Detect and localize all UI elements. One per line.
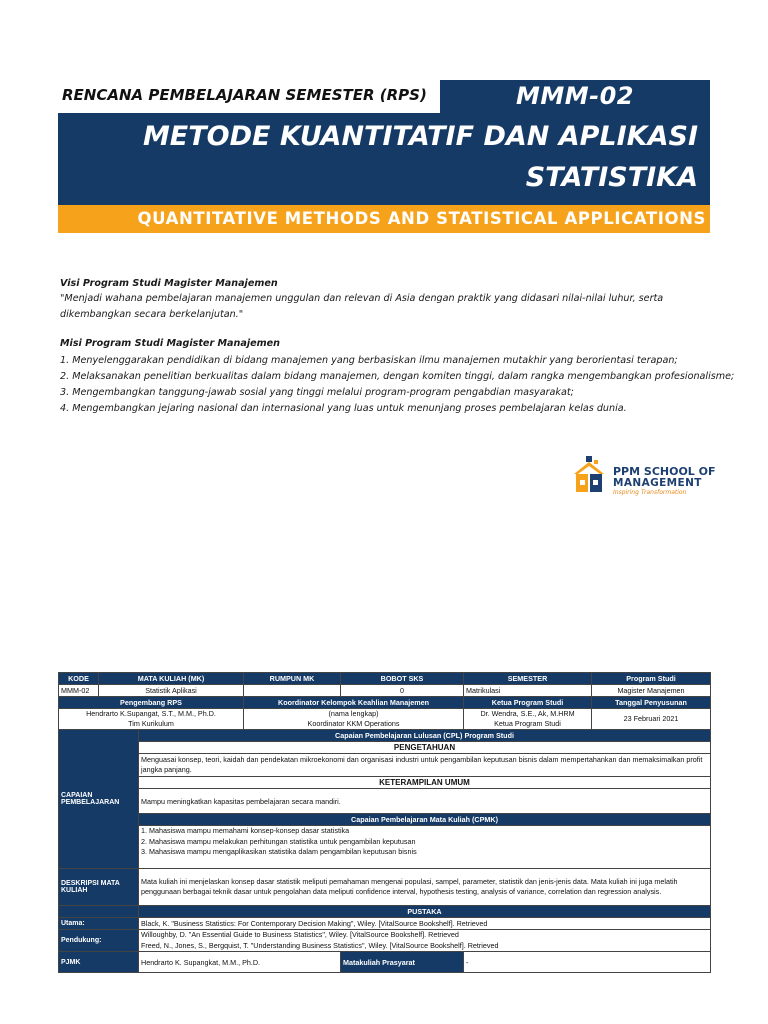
logo-tagline: Inspiring Transformation	[613, 489, 687, 496]
pendukung-text: Willoughby, D. "An Essential Guide to Business Statistics", Wiley. [VitalSource Bookshelf]. Retrieved Freed, N., Jones, S., Bergquist, T. "Understanding Business Statistics", Wiley. [VitalSource Bookshelf]. Retrieved	[139, 930, 711, 952]
cell-program-studi: Magister Manajemen	[592, 685, 711, 697]
utama-text: Black, K. "Business Statistics: For Contemporary Decision Making", Wiley. [VitalSource Bookshelf]. Retrieved	[139, 918, 711, 930]
rps-title: RENCANA PEMBELAJARAN SEMESTER (RPS)	[62, 86, 427, 104]
cell-semester: Matrikulasi	[464, 685, 592, 697]
pengetahuan-text: Menguasai konsep, teori, kaidah dan pendekatan mikroekonomi dan organisasi industri untuk pengambilan keputusan bisnis dalam mempertahankan dan memaksimalkan profit jangka panjang.	[139, 754, 711, 777]
cpmk-header: Capaian Pembelajaran Mata Kuliah (CPMK)	[139, 814, 711, 826]
cell-koordinator	[244, 709, 464, 730]
mission-item: 2. Melaksanakan penelitian berkualitas dalam bidang manajemen, dengan komiten tinggi, dalam rangka mengembangkan profesionalisme;	[60, 371, 735, 382]
pustaka-side-blank	[59, 906, 139, 918]
header-pengembang: Pengembang RPS	[59, 697, 244, 709]
course-title-line1: METODE KUANTITATIF DAN APLIKASI	[142, 121, 698, 152]
prasyarat-label: Matakuliah Prasyarat	[341, 952, 464, 973]
cell-tanggal: 23 Februari 2021	[592, 709, 711, 730]
header-bobot: BOBOT SKS	[341, 673, 464, 685]
vision-heading: Visi Program Studi Magister Manajemen	[60, 278, 278, 289]
cell-kode: MMM-02	[59, 685, 99, 697]
header-mata-kuliah: MATA KULIAH (MK)	[99, 673, 244, 685]
pustaka-header: PUSTAKA	[139, 906, 711, 918]
deskripsi-text: Mata kuliah ini menjelaskan konsep dasar statistik meliputi pemahaman mengenai populasi, sampel, parameter, statistik dan jenis-jenis data. Mata kuliah ini juga melatih penggunaan berbagai teknik dasar untuk pengolahan data meliputi confidence interval, hypothesis testing, analysis of variance, correlation dan regression analysis.	[139, 869, 711, 906]
pjmk-label: PJMK	[59, 952, 139, 973]
mission-item: 3. Mengembangkan tanggung-jawab sosial yang tinggi melalui program-program pengabdian masyarakat;	[60, 387, 574, 398]
course-code: MMM-02	[515, 82, 634, 110]
header-tanggal: Tanggal Penyusunan	[592, 697, 711, 709]
cell-bobot: 0	[341, 685, 464, 697]
logo-text-line2: MANAGEMENT	[613, 477, 702, 489]
ketua-name: Dr. Wendra, S.E., Ak, M.HRM	[480, 709, 575, 718]
koordinator-role: Koordinator KKM Operations	[307, 719, 400, 728]
vision-text-line2: dikembangkan secara berkelanjutan."	[60, 309, 244, 320]
pengembang-name: Hendrarto K.Supangat, S.T., M.M., Ph.D.	[86, 709, 216, 718]
deskripsi-label: DESKRIPSI MATA KULIAH	[59, 869, 139, 906]
vision-text-line1: "Menjadi wahana pembelajaran manajemen unggulan dan relevan di Asia dengan praktik yang didasari nilai-nilai luhur, serta	[60, 293, 664, 304]
cell-pengembang	[59, 709, 244, 730]
cell-rumpun	[244, 685, 341, 697]
utama-label: Utama:	[59, 918, 139, 930]
header-rumpun: RUMPUN MK	[244, 673, 341, 685]
rps-table	[58, 672, 711, 973]
pendukung-label: Pendukung:	[59, 930, 139, 952]
logo-text-line1: PPM SCHOOL OF	[613, 465, 716, 478]
prasyarat-value: -	[464, 952, 711, 973]
koordinator-name: (nama lengkap)	[328, 709, 379, 718]
mission-item: 4. Mengembangkan jejaring nasional dan internasional yang luas untuk menunjang proses pembelajaran kelas dunia.	[60, 403, 627, 414]
mission-item: 1. Menyelenggarakan pendidikan di bidang manajemen yang berbasiskan ilmu manajemen mutakhir yang berorientasi terapan;	[60, 355, 678, 366]
pengetahuan-label: PENGETAHUAN	[139, 742, 711, 754]
course-subtitle-english: QUANTITATIVE METHODS AND STATISTICAL APPLICATIONS	[137, 209, 706, 228]
pjmk-name: Hendrarto K. Supangkat, M.M., Ph.D.	[139, 952, 341, 973]
pengembang-role: Tim Kurikulum	[128, 719, 174, 728]
ketua-role: Ketua Program Studi	[494, 719, 561, 728]
course-title-line2: STATISTIKA	[525, 162, 698, 193]
keterampilan-text: Mampu meningkatkan kapasitas pembelajaran secara mandiri.	[139, 789, 711, 814]
mission-heading: Misi Program Studi Magister Manajemen	[60, 338, 280, 349]
cpl-header: Capaian Pembelajaran Lulusan (CPL) Program Studi	[139, 730, 711, 742]
cpl-side-label: CAPAIAN PEMBELAJARAN	[59, 730, 139, 869]
header-semester: SEMESTER	[464, 673, 592, 685]
cell-ketua	[464, 709, 592, 730]
header-program-studi: Program Studi	[592, 673, 711, 685]
ppm-logo-icon	[570, 452, 608, 496]
cpmk-items: 1. Mahasiswa mampu memahami konsep-konsep dasar statistika 2. Mahasiswa mampu melakukan perhitungan statistika untuk pengambilan keputusan 3. Mahasiswa mampu mengaplikasikan statistika dalam pengambilan keputusan bisnis	[139, 826, 711, 869]
header-ketua: Ketua Program Studi	[464, 697, 592, 709]
cell-mata-kuliah: Statistik Aplikasi	[99, 685, 244, 697]
keterampilan-label: KETERAMPILAN UMUM	[139, 777, 711, 789]
header-koordinator: Koordinator Kelompok Keahlian Manajemen	[244, 697, 464, 709]
header-kode: KODE	[59, 673, 99, 685]
